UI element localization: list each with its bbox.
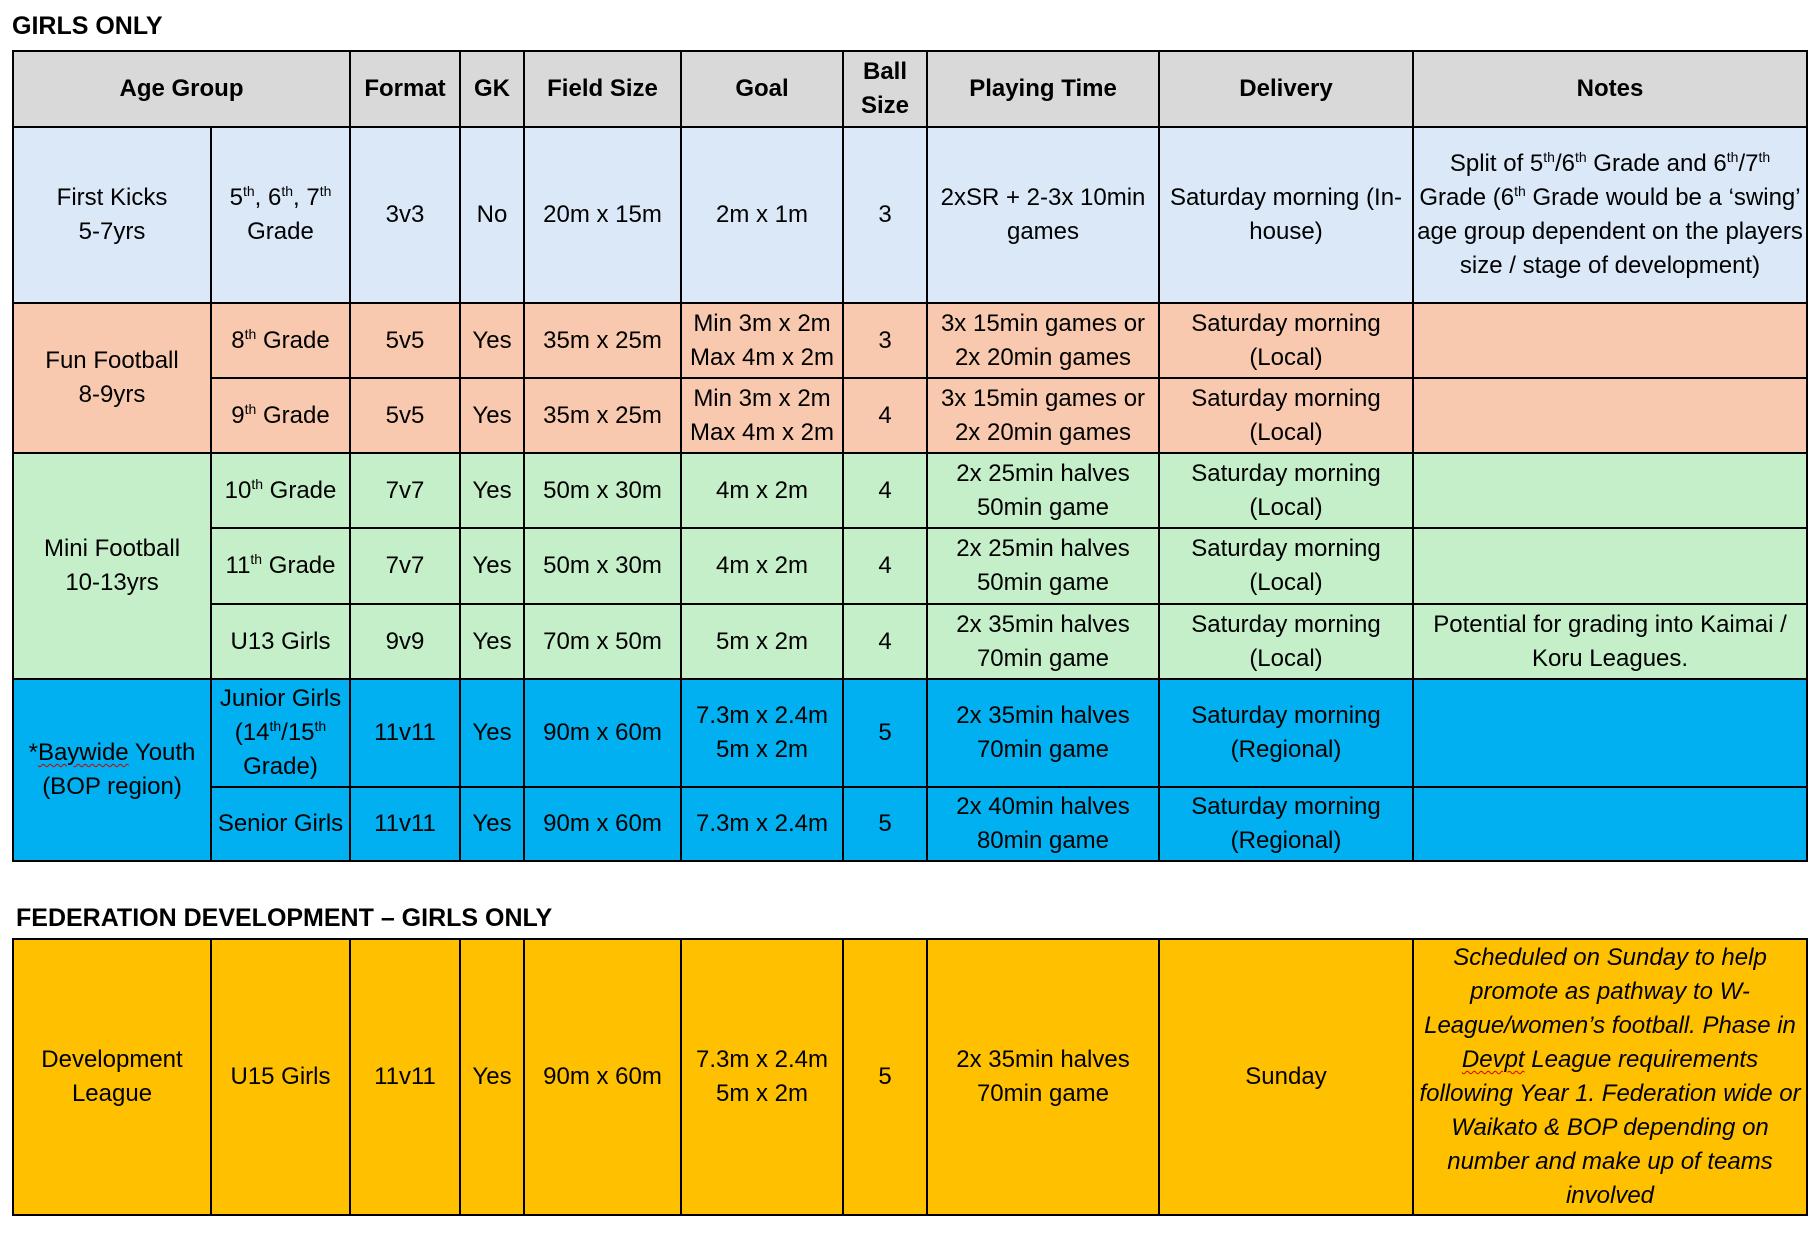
notes-cell <box>1413 679 1807 787</box>
ball-size-cell: 3 <box>843 303 927 378</box>
format-cell: 9v9 <box>350 604 460 679</box>
header-row <box>13 51 1807 127</box>
gk-cell: No <box>460 127 524 303</box>
goal-cell: 7.3m x 2.4m 5m x 2m <box>681 939 843 1215</box>
section-title-girls-only: GIRLS ONLY <box>12 12 163 40</box>
goal-cell: 7.3m x 2.4m <box>681 787 843 861</box>
field-size-cell: 50m x 30m <box>524 528 681 604</box>
group-fun-football: Fun Football 8-9yrs <box>13 303 211 453</box>
format-cell: 11v11 <box>350 679 460 787</box>
ball-size-cell: 4 <box>843 528 927 604</box>
grade-cell: 11th Grade <box>211 528 350 604</box>
playing-time-cell: 2x 40min halves 80min game <box>927 787 1159 861</box>
notes-cell: Potential for grading into Kaimai / Koru Leagues. <box>1413 604 1807 679</box>
notes-cell: Scheduled on Sunday to help promote as pathway to W-League/women’s football. Phase in Devpt League requirements following Year 1. Federation wide or Waikato & BOP depending on number and make up of teams involved <box>1413 939 1807 1215</box>
table-row <box>13 127 1807 303</box>
format-cell: 7v7 <box>350 453 460 528</box>
goal-cell: 7.3m x 2.4m 5m x 2m <box>681 679 843 787</box>
delivery-cell: Saturday morning (Local) <box>1159 528 1413 604</box>
notes-cell <box>1413 378 1807 453</box>
playing-time-cell: 2x 35min halves 70min game <box>927 939 1159 1215</box>
gk-cell: Yes <box>460 303 524 378</box>
playing-time-cell: 2x 25min halves 50min game <box>927 528 1159 604</box>
gk-cell: Yes <box>460 787 524 861</box>
notes-cell <box>1413 787 1807 861</box>
gk-cell: Yes <box>460 378 524 453</box>
notes-cell <box>1413 528 1807 604</box>
group-development-league: Development League <box>13 939 211 1215</box>
field-size-cell: 35m x 25m <box>524 303 681 378</box>
grade-cell: U15 Girls <box>211 939 350 1215</box>
gk-cell: Yes <box>460 528 524 604</box>
format-cell: 11v11 <box>350 939 460 1215</box>
goal-cell: 5m x 2m <box>681 604 843 679</box>
header-notes: Notes <box>1413 51 1807 127</box>
group-first-kicks: First Kicks 5-7yrs <box>13 127 211 303</box>
field-size-cell: 20m x 15m <box>524 127 681 303</box>
playing-time-cell: 2x 35min halves 70min game <box>927 604 1159 679</box>
playing-time-cell: 2x 25min halves 50min game <box>927 453 1159 528</box>
header-gk: GK <box>460 51 524 127</box>
ball-size-cell: 5 <box>843 939 927 1215</box>
table-row <box>13 378 1807 453</box>
section-title-federation-development: FEDERATION DEVELOPMENT – GIRLS ONLY <box>16 904 553 932</box>
format-cell: 5v5 <box>350 378 460 453</box>
playing-time-cell: 2x 35min halves 70min game <box>927 679 1159 787</box>
grade-cell: 10th Grade <box>211 453 350 528</box>
field-size-cell: 35m x 25m <box>524 378 681 453</box>
goal-cell: Min 3m x 2m Max 4m x 2m <box>681 303 843 378</box>
table-row <box>13 604 1807 679</box>
ball-size-cell: 5 <box>843 787 927 861</box>
delivery-cell: Saturday morning (Regional) <box>1159 787 1413 861</box>
grade-cell: 5th, 6th, 7th Grade <box>211 127 350 303</box>
girls-only-table <box>12 50 1808 862</box>
ball-size-cell: 4 <box>843 378 927 453</box>
grade-cell: Junior Girls (14th/15th Grade) <box>211 679 350 787</box>
delivery-cell: Saturday morning (Regional) <box>1159 679 1413 787</box>
header-playing-time: Playing Time <box>927 51 1159 127</box>
ball-size-cell: 4 <box>843 453 927 528</box>
group-mini-football: Mini Football 10-13yrs <box>13 453 211 679</box>
notes-cell <box>1413 303 1807 378</box>
field-size-cell: 70m x 50m <box>524 604 681 679</box>
format-cell: 5v5 <box>350 303 460 378</box>
gk-cell: Yes <box>460 939 524 1215</box>
playing-time-cell: 3x 15min games or 2x 20min games <box>927 303 1159 378</box>
grade-cell: Senior Girls <box>211 787 350 861</box>
grade-cell: 8th Grade <box>211 303 350 378</box>
delivery-cell: Sunday <box>1159 939 1413 1215</box>
table-row <box>13 528 1807 604</box>
header-field-size: Field Size <box>524 51 681 127</box>
ball-size-cell: 4 <box>843 604 927 679</box>
notes-cell <box>1413 453 1807 528</box>
format-cell: 7v7 <box>350 528 460 604</box>
playing-time-cell: 3x 15min games or 2x 20min games <box>927 378 1159 453</box>
delivery-cell: Saturday morning (Local) <box>1159 453 1413 528</box>
format-cell: 3v3 <box>350 127 460 303</box>
field-size-cell: 90m x 60m <box>524 939 681 1215</box>
group-baywide-youth: *Baywide Youth (BOP region) <box>13 679 211 861</box>
goal-cell: 4m x 2m <box>681 453 843 528</box>
ball-size-cell: 3 <box>843 127 927 303</box>
field-size-cell: 50m x 30m <box>524 453 681 528</box>
goal-cell: Min 3m x 2m Max 4m x 2m <box>681 378 843 453</box>
gk-cell: Yes <box>460 604 524 679</box>
grade-cell: 9th Grade <box>211 378 350 453</box>
goal-cell: 4m x 2m <box>681 528 843 604</box>
header-goal: Goal <box>681 51 843 127</box>
ball-size-cell: 5 <box>843 679 927 787</box>
gk-cell: Yes <box>460 679 524 787</box>
delivery-cell: Saturday morning (Local) <box>1159 303 1413 378</box>
format-cell: 11v11 <box>350 787 460 861</box>
federation-development-table <box>12 938 1808 1216</box>
delivery-cell: Saturday morning (Local) <box>1159 378 1413 453</box>
delivery-cell: Saturday morning (Local) <box>1159 604 1413 679</box>
field-size-cell: 90m x 60m <box>524 679 681 787</box>
table-row <box>13 453 1807 528</box>
grade-cell: U13 Girls <box>211 604 350 679</box>
table-row <box>13 939 1807 1215</box>
delivery-cell: Saturday morning (In-house) <box>1159 127 1413 303</box>
header-ball-size: Ball Size <box>843 51 927 127</box>
table-row <box>13 679 1807 787</box>
header-format: Format <box>350 51 460 127</box>
header-delivery: Delivery <box>1159 51 1413 127</box>
goal-cell: 2m x 1m <box>681 127 843 303</box>
notes-cell: Split of 5th/6th Grade and 6th/7th Grade (6th Grade would be a ‘swing’ age group dependent on the players size / stage of development) <box>1413 127 1807 303</box>
field-size-cell: 90m x 60m <box>524 787 681 861</box>
gk-cell: Yes <box>460 453 524 528</box>
table-row <box>13 787 1807 861</box>
table-row <box>13 303 1807 378</box>
header-age-group: Age Group <box>13 51 350 127</box>
playing-time-cell: 2xSR + 2-3x 10min games <box>927 127 1159 303</box>
